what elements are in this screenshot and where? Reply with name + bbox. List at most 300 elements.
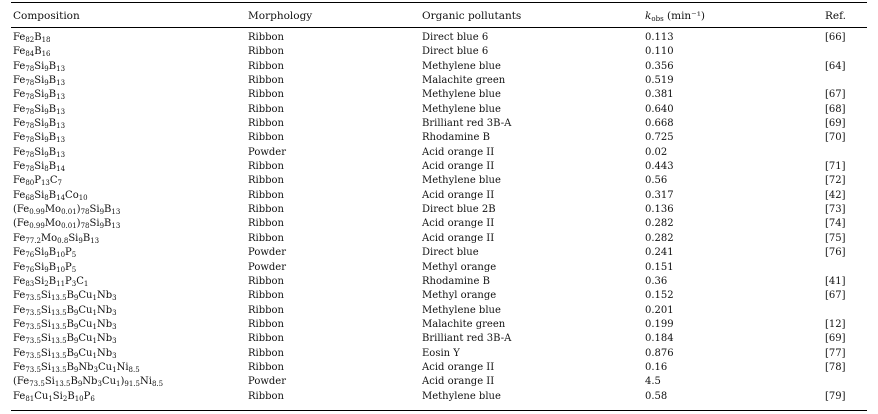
composition-subscript: 9 bbox=[44, 79, 49, 88]
cell-pollutant: Rhodamine B bbox=[422, 132, 490, 144]
composition-element: Si bbox=[40, 318, 51, 330]
cell-ref: [42] bbox=[825, 189, 846, 201]
table-row bbox=[13, 117, 871, 131]
cell-composition bbox=[13, 304, 248, 318]
composition-subscript: 73.5 bbox=[25, 294, 41, 303]
table-row bbox=[13, 174, 871, 188]
composition-subscript: 13 bbox=[56, 136, 66, 145]
composition-subscript: 3 bbox=[112, 351, 117, 360]
cell-kobs: 0.201 bbox=[645, 304, 674, 316]
cell-pollutant: Rhodamine B bbox=[422, 275, 490, 287]
composition-subscript: 1 bbox=[116, 380, 121, 389]
cell-composition bbox=[13, 174, 248, 188]
composition-subscript: 10 bbox=[78, 193, 88, 202]
cell-composition bbox=[13, 217, 248, 231]
composition-subscript: 1 bbox=[92, 337, 97, 346]
composition-element: Si bbox=[34, 132, 45, 144]
cell-pollutant: Methylene blue bbox=[422, 103, 501, 115]
composition-subscript: 76 bbox=[25, 251, 35, 260]
cell-ref bbox=[805, 45, 871, 59]
composition-element: ) bbox=[76, 218, 81, 230]
cell-ref: [72] bbox=[825, 175, 846, 187]
cell-ref: [64] bbox=[825, 60, 846, 72]
composition-element: Si bbox=[34, 146, 45, 158]
composition-subscript: 9 bbox=[99, 208, 105, 217]
composition-element: B bbox=[48, 247, 57, 259]
composition-subscript: 1 bbox=[112, 365, 117, 374]
composition-element: Si bbox=[34, 60, 45, 72]
composition-element: Fe bbox=[13, 103, 26, 115]
cell-kobs: 0.58 bbox=[645, 390, 668, 402]
composition-element: Si bbox=[40, 361, 51, 373]
composition-subscript: 73.5 bbox=[25, 322, 41, 331]
cell-morphology: Ribbon bbox=[248, 204, 284, 216]
cell-kobs: 4.5 bbox=[645, 376, 661, 388]
cell-kobs: 0.356 bbox=[645, 60, 674, 72]
composition-subscript: 73.5 bbox=[25, 308, 41, 317]
composition-element: Cu bbox=[78, 347, 93, 359]
table-row bbox=[13, 60, 871, 74]
cell-composition bbox=[13, 261, 248, 275]
composition-subscript: 78 bbox=[25, 64, 35, 73]
composition-element: B bbox=[67, 390, 75, 402]
cell-composition bbox=[13, 189, 248, 203]
table-row bbox=[13, 160, 871, 174]
cell-morphology: Ribbon bbox=[248, 132, 284, 144]
cell-ref: [77] bbox=[825, 347, 846, 359]
composition-element: Fe bbox=[13, 290, 26, 302]
cell-kobs: 0.110 bbox=[645, 46, 674, 58]
header-composition: Composition bbox=[13, 9, 80, 22]
composition-subscript: 78 bbox=[25, 79, 35, 88]
table-row bbox=[13, 27, 871, 45]
composition-element: Fe bbox=[13, 32, 26, 43]
cell-composition bbox=[13, 246, 248, 260]
table-row bbox=[13, 232, 871, 246]
composition-element: Si bbox=[89, 204, 100, 216]
composition-subscript: 78 bbox=[25, 150, 35, 159]
composition-subscript: 1 bbox=[92, 308, 97, 317]
composition-element: Si bbox=[89, 218, 100, 230]
cell-ref: [75] bbox=[825, 232, 846, 244]
composition-subscript: 13 bbox=[111, 208, 121, 217]
table-row bbox=[13, 146, 871, 160]
cell-morphology: Ribbon bbox=[248, 118, 284, 130]
table-row bbox=[13, 131, 871, 145]
composition-subscript: 1 bbox=[92, 322, 97, 331]
composition-element: Fe bbox=[13, 275, 26, 287]
composition-subscript: 13 bbox=[56, 93, 66, 102]
composition-element: Cu bbox=[98, 361, 113, 373]
composition-element: B bbox=[66, 333, 74, 345]
composition-subscript: 7 bbox=[57, 179, 63, 188]
composition-element: ) bbox=[76, 204, 81, 216]
cell-morphology: Ribbon bbox=[248, 232, 284, 244]
cell-composition bbox=[13, 390, 248, 404]
cell-morphology: Ribbon bbox=[248, 304, 284, 316]
cell-pollutant: Brilliant red 3B-A bbox=[422, 333, 512, 345]
composition-element: Si bbox=[34, 118, 45, 130]
cell-kobs: 0.668 bbox=[645, 118, 674, 130]
composition-element: Fe bbox=[13, 318, 26, 330]
composition-subscript: 13.5 bbox=[50, 351, 67, 360]
composition-element: Ni bbox=[139, 376, 152, 388]
composition-element: B bbox=[48, 275, 57, 287]
composition-subscript: 13 bbox=[111, 222, 121, 231]
composition-element: B bbox=[48, 146, 57, 158]
cell-morphology: Ribbon bbox=[248, 46, 284, 58]
composition-subscript: 9 bbox=[44, 150, 49, 159]
cell-composition bbox=[13, 203, 248, 217]
cell-kobs: 0.02 bbox=[645, 146, 668, 158]
composition-element: Si bbox=[34, 89, 45, 101]
composition-subscript: 8.5 bbox=[151, 380, 164, 389]
cell-morphology: Ribbon bbox=[248, 161, 284, 173]
cell-morphology: Ribbon bbox=[248, 218, 284, 230]
composition-element: Si bbox=[34, 161, 45, 173]
composition-element: (Fe bbox=[13, 204, 30, 216]
cell-morphology: Powder bbox=[248, 247, 287, 259]
composition-subscript: 78 bbox=[25, 107, 35, 116]
table-row bbox=[13, 189, 871, 203]
cell-ref bbox=[805, 375, 871, 389]
cell-composition bbox=[13, 103, 248, 117]
cell-pollutant: Methylene blue bbox=[422, 175, 501, 187]
composition-subscript: 14 bbox=[56, 165, 66, 174]
cell-kobs: 0.16 bbox=[645, 361, 668, 373]
cell-composition bbox=[13, 117, 248, 131]
composition-element: B bbox=[48, 132, 57, 144]
composition-element: B bbox=[48, 89, 57, 101]
table-row bbox=[13, 261, 871, 275]
composition-subscript: 6 bbox=[90, 394, 95, 403]
cell-morphology: Ribbon bbox=[248, 60, 284, 72]
composition-element: P bbox=[65, 275, 72, 287]
cell-morphology: Ribbon bbox=[248, 333, 284, 345]
table-header bbox=[13, 4, 871, 27]
table-row bbox=[13, 74, 871, 88]
composition-element: B bbox=[34, 46, 42, 58]
cell-pollutant: Acid orange II bbox=[422, 189, 495, 201]
cell-morphology: Ribbon bbox=[248, 89, 284, 101]
composition-subscript: 16 bbox=[41, 50, 51, 59]
composition-subscript: 1 bbox=[92, 351, 97, 360]
cell-morphology: Ribbon bbox=[248, 275, 284, 287]
composition-subscript: 13 bbox=[40, 179, 50, 188]
composition-element: B bbox=[104, 204, 112, 216]
composition-subscript: 0.01 bbox=[61, 208, 77, 217]
composition-subscript: 68 bbox=[25, 193, 35, 202]
cell-kobs: 0.199 bbox=[645, 318, 674, 330]
composition-subscript: 9 bbox=[44, 93, 49, 102]
composition-subscript: 82 bbox=[25, 36, 35, 44]
cell-pollutant: Acid orange II bbox=[422, 361, 495, 373]
composition-subscript: 9 bbox=[44, 64, 49, 73]
composition-subscript: 84 bbox=[25, 50, 35, 59]
composition-subscript: 78 bbox=[25, 165, 35, 174]
cell-ref bbox=[805, 74, 871, 88]
cell-pollutant: Brilliant red 3B-A bbox=[422, 118, 512, 130]
cell-kobs: 0.184 bbox=[645, 333, 674, 345]
cell-kobs: 0.151 bbox=[645, 261, 674, 273]
cell-pollutant: Eosin Y bbox=[422, 347, 460, 359]
composition-subscript: 13 bbox=[56, 122, 66, 131]
composition-element: Ni bbox=[116, 361, 129, 373]
composition-subscript: 9 bbox=[99, 222, 105, 231]
cell-composition bbox=[13, 45, 248, 59]
table-row bbox=[13, 45, 871, 59]
table-row bbox=[13, 375, 871, 389]
composition-subscript: 8.5 bbox=[128, 365, 140, 374]
cell-pollutant: Direct blue 2B bbox=[422, 204, 496, 216]
composition-subscript: 0.8 bbox=[57, 236, 69, 245]
composition-element: (Fe bbox=[13, 218, 30, 230]
composition-subscript: 3 bbox=[112, 294, 117, 303]
cell-pollutant: Direct blue 6 bbox=[422, 32, 489, 43]
cell-ref bbox=[805, 304, 871, 318]
composition-element: Si bbox=[34, 103, 45, 115]
composition-element: B bbox=[48, 103, 57, 115]
table-row bbox=[13, 88, 871, 102]
composition-subscript: 9 bbox=[73, 308, 79, 317]
cell-pollutant: Methyl orange bbox=[422, 290, 497, 302]
table-row bbox=[13, 318, 871, 332]
composition-element: Nb bbox=[96, 333, 113, 345]
cell-composition bbox=[13, 146, 248, 160]
composition-element: Si bbox=[68, 232, 79, 244]
cell-morphology: Ribbon bbox=[248, 175, 284, 187]
composition-element: Si bbox=[40, 333, 51, 345]
cell-composition bbox=[13, 74, 248, 88]
cell-ref: [79] bbox=[825, 390, 846, 402]
composition-element: B bbox=[66, 318, 74, 330]
composition-subscript: 9 bbox=[73, 322, 79, 331]
composition-subscript: 13.5 bbox=[50, 308, 67, 317]
composition-subscript: 78 bbox=[80, 208, 90, 217]
composition-element: Fe bbox=[13, 390, 26, 402]
header-kobs bbox=[645, 4, 805, 27]
composition-element: Fe bbox=[13, 189, 26, 201]
composition-subscript: 0.99 bbox=[29, 222, 45, 231]
composition-subscript: 80 bbox=[25, 179, 35, 188]
cell-ref bbox=[805, 146, 871, 160]
composition-subscript: 11 bbox=[56, 279, 66, 288]
composition-subscript: 3 bbox=[71, 279, 77, 288]
composition-element: P bbox=[65, 247, 72, 259]
cell-composition bbox=[13, 60, 248, 74]
composition-subscript: 3 bbox=[97, 380, 102, 389]
cell-morphology: Ribbon bbox=[248, 318, 284, 330]
cell-morphology: Ribbon bbox=[248, 390, 284, 402]
composition-subscript: 9 bbox=[44, 136, 49, 145]
cell-morphology: Ribbon bbox=[248, 75, 284, 87]
composition-subscript: 9 bbox=[44, 265, 49, 274]
composition-element: Mo bbox=[44, 218, 62, 230]
composition-subscript: 5 bbox=[71, 265, 77, 274]
composition-subscript: 83 bbox=[25, 279, 35, 288]
cell-morphology: Ribbon bbox=[248, 347, 284, 359]
cell-ref: [41] bbox=[825, 275, 846, 287]
composition-subscript: 13.5 bbox=[50, 322, 67, 331]
cell-kobs: 0.282 bbox=[645, 232, 674, 244]
cell-kobs: 0.152 bbox=[645, 290, 674, 302]
composition-subscript: 91.5 bbox=[124, 380, 140, 389]
table-row bbox=[13, 246, 871, 260]
composition-element: Cu bbox=[78, 304, 93, 316]
composition-element: B bbox=[66, 347, 74, 359]
composition-element: Cu bbox=[78, 290, 93, 302]
cell-ref: [12] bbox=[825, 318, 846, 330]
composition-subscript: 73.5 bbox=[25, 351, 41, 360]
composition-subscript: 1 bbox=[48, 394, 53, 403]
table-row bbox=[13, 390, 871, 404]
cell-morphology: Powder bbox=[248, 146, 287, 158]
cell-morphology: Ribbon bbox=[248, 189, 284, 201]
composition-subscript: 1 bbox=[92, 294, 97, 303]
composition-element: B bbox=[82, 232, 91, 244]
table-row bbox=[13, 275, 871, 289]
composition-element: Fe bbox=[13, 232, 26, 244]
composition-element: Mo bbox=[44, 204, 62, 216]
composition-element: Si bbox=[34, 261, 45, 273]
cell-ref: [69] bbox=[825, 118, 846, 130]
composition-element: P bbox=[65, 261, 72, 273]
composition-element: Cu bbox=[78, 318, 93, 330]
composition-element: Fe bbox=[13, 118, 26, 130]
composition-subscript: 13 bbox=[56, 107, 66, 116]
cell-ref: [71] bbox=[825, 161, 846, 173]
composition-subscript: 73.5 bbox=[25, 365, 41, 374]
cell-composition bbox=[13, 232, 248, 246]
composition-element: Nb bbox=[82, 376, 98, 388]
header-kobs-sub: obs bbox=[651, 14, 664, 23]
composition-subscript: 13.5 bbox=[54, 380, 71, 389]
composition-element: Fe bbox=[13, 146, 26, 158]
composition-element: B bbox=[48, 189, 57, 201]
cell-pollutant: Acid orange II bbox=[422, 218, 495, 230]
table-row bbox=[13, 332, 871, 346]
composition-element: P bbox=[34, 175, 41, 187]
table-row bbox=[13, 103, 871, 117]
cell-composition bbox=[13, 361, 248, 375]
cell-ref: [78] bbox=[825, 361, 846, 373]
composition-element: B bbox=[48, 261, 57, 273]
composition-element: Fe bbox=[13, 347, 26, 359]
composition-element: Fe bbox=[13, 304, 26, 316]
composition-element: Fe bbox=[13, 132, 26, 144]
composition-element: Fe bbox=[13, 161, 26, 173]
composition-subscript: 9 bbox=[73, 337, 79, 346]
cell-composition bbox=[13, 289, 248, 303]
cell-composition bbox=[13, 160, 248, 174]
composition-element: B bbox=[48, 60, 57, 72]
cell-morphology: Ribbon bbox=[248, 103, 284, 115]
cell-pollutant: Methyl orange bbox=[422, 261, 497, 273]
cell-ref: [66] bbox=[825, 32, 846, 43]
composition-element: B bbox=[48, 118, 57, 130]
composition-subscript: 13.5 bbox=[50, 365, 67, 374]
composition-element: P bbox=[83, 390, 91, 402]
composition-subscript: 8 bbox=[44, 193, 49, 202]
cell-composition bbox=[13, 131, 248, 145]
composition-subscript: 73.5 bbox=[29, 380, 45, 389]
composition-element: Fe bbox=[13, 60, 26, 72]
composition-element: Cu bbox=[34, 390, 49, 402]
composition-subscript: 78 bbox=[25, 122, 35, 131]
cell-pollutant: Acid orange II bbox=[422, 146, 495, 158]
composition-subscript: 13 bbox=[56, 64, 66, 73]
cell-pollutant: Methylene blue bbox=[422, 89, 501, 101]
cell-composition bbox=[13, 88, 248, 102]
composition-element: B bbox=[66, 290, 74, 302]
composition-subscript: 0.99 bbox=[29, 208, 45, 217]
cell-ref: [73] bbox=[825, 204, 846, 216]
composition-element: Nb bbox=[78, 361, 94, 373]
composition-subscript: 9 bbox=[44, 122, 49, 131]
cell-morphology: Powder bbox=[248, 376, 287, 388]
composition-subscript: 13.5 bbox=[50, 294, 67, 303]
composition-element: Fe bbox=[13, 361, 26, 373]
composition-element: Si bbox=[40, 290, 51, 302]
composition-element: B bbox=[48, 161, 57, 173]
composition-element: Fe bbox=[13, 89, 26, 101]
cell-composition bbox=[13, 347, 248, 361]
cell-ref: [67] bbox=[825, 89, 846, 101]
composition-subscript: 13 bbox=[56, 79, 66, 88]
top-rule bbox=[11, 2, 867, 3]
cell-kobs: 0.136 bbox=[645, 204, 674, 216]
composition-subscript: 9 bbox=[44, 251, 49, 260]
composition-subscript: 2 bbox=[62, 394, 68, 403]
composition-element: Fe bbox=[13, 261, 26, 273]
cell-pollutant: Direct blue 6 bbox=[422, 46, 489, 58]
composition-element: (Fe bbox=[13, 376, 30, 388]
cell-ref: [70] bbox=[825, 132, 846, 144]
composition-element: Mo bbox=[40, 232, 58, 244]
composition-subscript: 13 bbox=[56, 150, 66, 159]
composition-element: Cu bbox=[78, 333, 93, 345]
composition-element: Fe bbox=[13, 247, 26, 259]
cell-pollutant: Acid orange II bbox=[422, 161, 495, 173]
composition-subscript: 9 bbox=[73, 294, 79, 303]
cell-kobs: 0.381 bbox=[645, 89, 674, 101]
cell-kobs: 0.241 bbox=[645, 247, 674, 259]
header-pollutants: Organic pollutants bbox=[422, 9, 522, 22]
composition-subscript: 10 bbox=[56, 251, 66, 260]
cell-ref: [68] bbox=[825, 103, 846, 115]
composition-subscript: 81 bbox=[25, 394, 35, 403]
composition-element: Co bbox=[65, 189, 79, 201]
cell-composition bbox=[13, 27, 248, 45]
cell-kobs: 0.725 bbox=[645, 132, 674, 144]
data-table bbox=[13, 4, 871, 404]
composition-subscript: 3 bbox=[112, 308, 117, 317]
composition-subscript: 9 bbox=[73, 365, 79, 374]
cell-pollutant: Methylene blue bbox=[422, 60, 501, 72]
composition-subscript: 3 bbox=[112, 337, 117, 346]
composition-subscript: 76 bbox=[25, 265, 35, 274]
composition-subscript: 9 bbox=[78, 236, 83, 245]
composition-element: Si bbox=[52, 390, 63, 402]
composition-subscript: 3 bbox=[112, 322, 117, 331]
bottom-rule bbox=[11, 410, 867, 411]
cell-morphology: Ribbon bbox=[248, 361, 284, 373]
composition-subscript: 73.5 bbox=[25, 337, 41, 346]
composition-element: Nb bbox=[96, 347, 113, 359]
cell-morphology: Powder bbox=[248, 261, 287, 273]
header-ref: Ref. bbox=[825, 9, 846, 22]
cell-composition bbox=[13, 275, 248, 289]
